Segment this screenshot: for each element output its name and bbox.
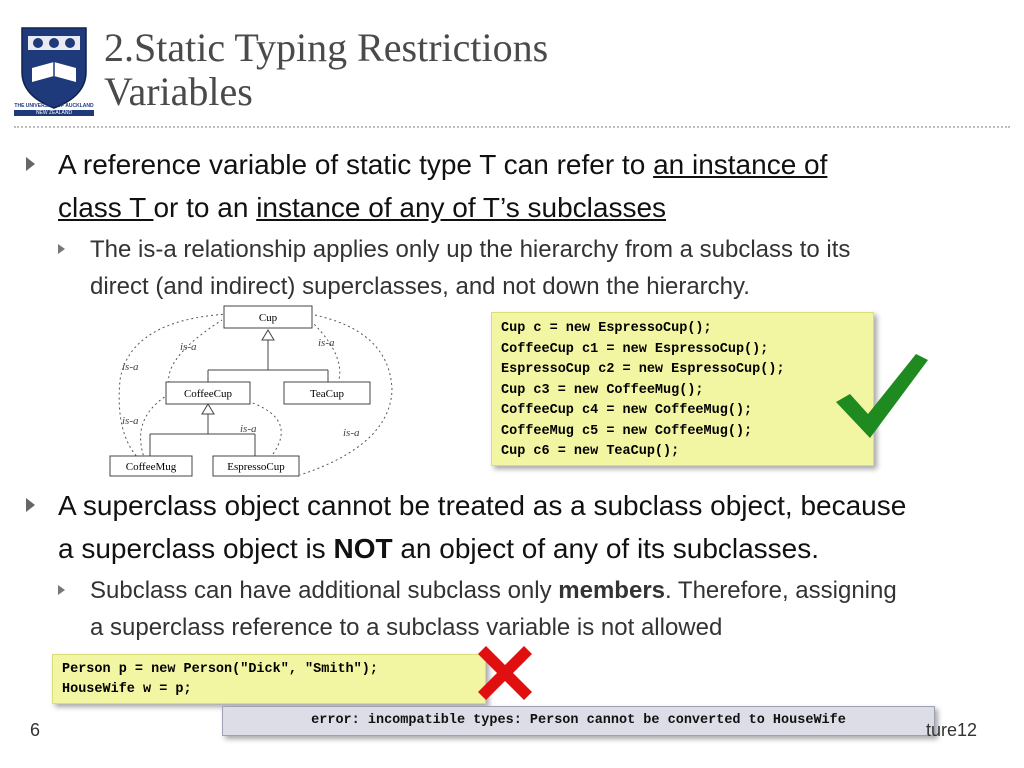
sub-bullet-arrow-icon [58,585,65,595]
invalid-assignment-code [52,654,486,704]
code-line: EspressoCup c2 = new EspressoCup(); [501,362,785,377]
isa-label-4: is-a [122,415,139,427]
sub-bullet-2 [90,572,897,646]
page-title [104,26,548,114]
bullet-1 [58,143,827,229]
sub-bullet-arrow-icon [58,244,65,254]
title-line-2: Variables [104,69,253,114]
class-label-coffeecup: CoffeeCup [183,388,233,400]
sub-bullet-2-text: Subclass can have additional subclass only [90,577,559,604]
sub-bullet-1-line-2: direct (and indirect) superclasses, and not down the hierarchy. [90,273,750,300]
sub-bullet-2-line-2: a superclass reference to a subclass variable is not allowed [90,614,723,641]
logo-caption-2: NEW ZEALAND [14,110,94,116]
class-label-espressocup: EspressoCup [227,461,285,473]
footer-lecture-label: ture12 [926,720,978,740]
bullet-1-text: A reference variable of static type T can refer to [58,149,654,180]
class-label-coffeemug: CoffeeMug [125,461,177,473]
compile-error-message: error: incompatible types: Person cannot be converted to HouseWife [222,706,935,736]
code-line: Cup c6 = new TeaCup(); [501,444,680,459]
isa-label-2: is-a [318,337,335,349]
bullet-2-line-1: A superclass object cannot be treated as a subclass object, because [58,490,907,521]
title-line-1: 2.Static Typing Restrictions [104,25,549,70]
bullet-1-text-mid: or to an [153,192,257,223]
cross-icon [474,644,536,704]
bullet-2 [58,484,906,570]
bullet-arrow-icon [26,498,35,512]
code-line: CoffeeMug c5 = new CoffeeMug(); [501,423,753,439]
bullet-2-bold: NOT [333,533,393,564]
bullet-2-text: a superclass object is [58,533,334,564]
isa-label-1: is-a [180,341,197,353]
bullet-1-underlined: an instance of [653,149,828,180]
checkmark-icon [832,350,932,442]
page-number: 6 [30,720,41,740]
code-line: CoffeeCup c4 = new CoffeeMug(); [501,403,753,418]
class-hierarchy-diagram [100,300,450,485]
title-divider [14,126,1010,128]
isa-label-6: is-a [343,427,360,439]
sub-bullet-2-bold: members [558,577,666,604]
sub-bullet-1-line-1: The is-a relationship applies only up the hierarchy from a subclass to its [90,236,851,263]
isa-label-3: is-a [122,361,139,373]
bullet-arrow-icon [26,157,35,171]
class-label-cup: Cup [258,312,278,324]
valid-assignments-code [491,312,874,466]
bullet-1-underlined-subclasses: instance of any of T’s subclasses [256,192,667,223]
code-line: CoffeeCup c1 = new EspressoCup(); [501,341,769,357]
class-label-teacup: TeaCup [309,388,345,400]
logo-caption-1: THE UNIVERSITY OF AUCKLAND [14,103,94,109]
isa-label-5: is-a [240,423,257,435]
sub-bullet-1 [90,231,850,305]
code-line: Person p = new Person("Dick", "Smith"); [62,662,378,677]
code-line: HouseWife w = p; [62,682,192,697]
bullet-2-text-end: an object of any of its subclasses. [392,533,820,564]
sub-bullet-2-text-end: . Therefore, assigning [665,577,897,604]
bullet-1-underlined-class: class T [58,192,154,223]
code-line: Cup c3 = new CoffeeMug(); [501,382,704,398]
university-logo [14,24,94,120]
code-line: Cup c = new EspressoCup(); [501,321,712,336]
